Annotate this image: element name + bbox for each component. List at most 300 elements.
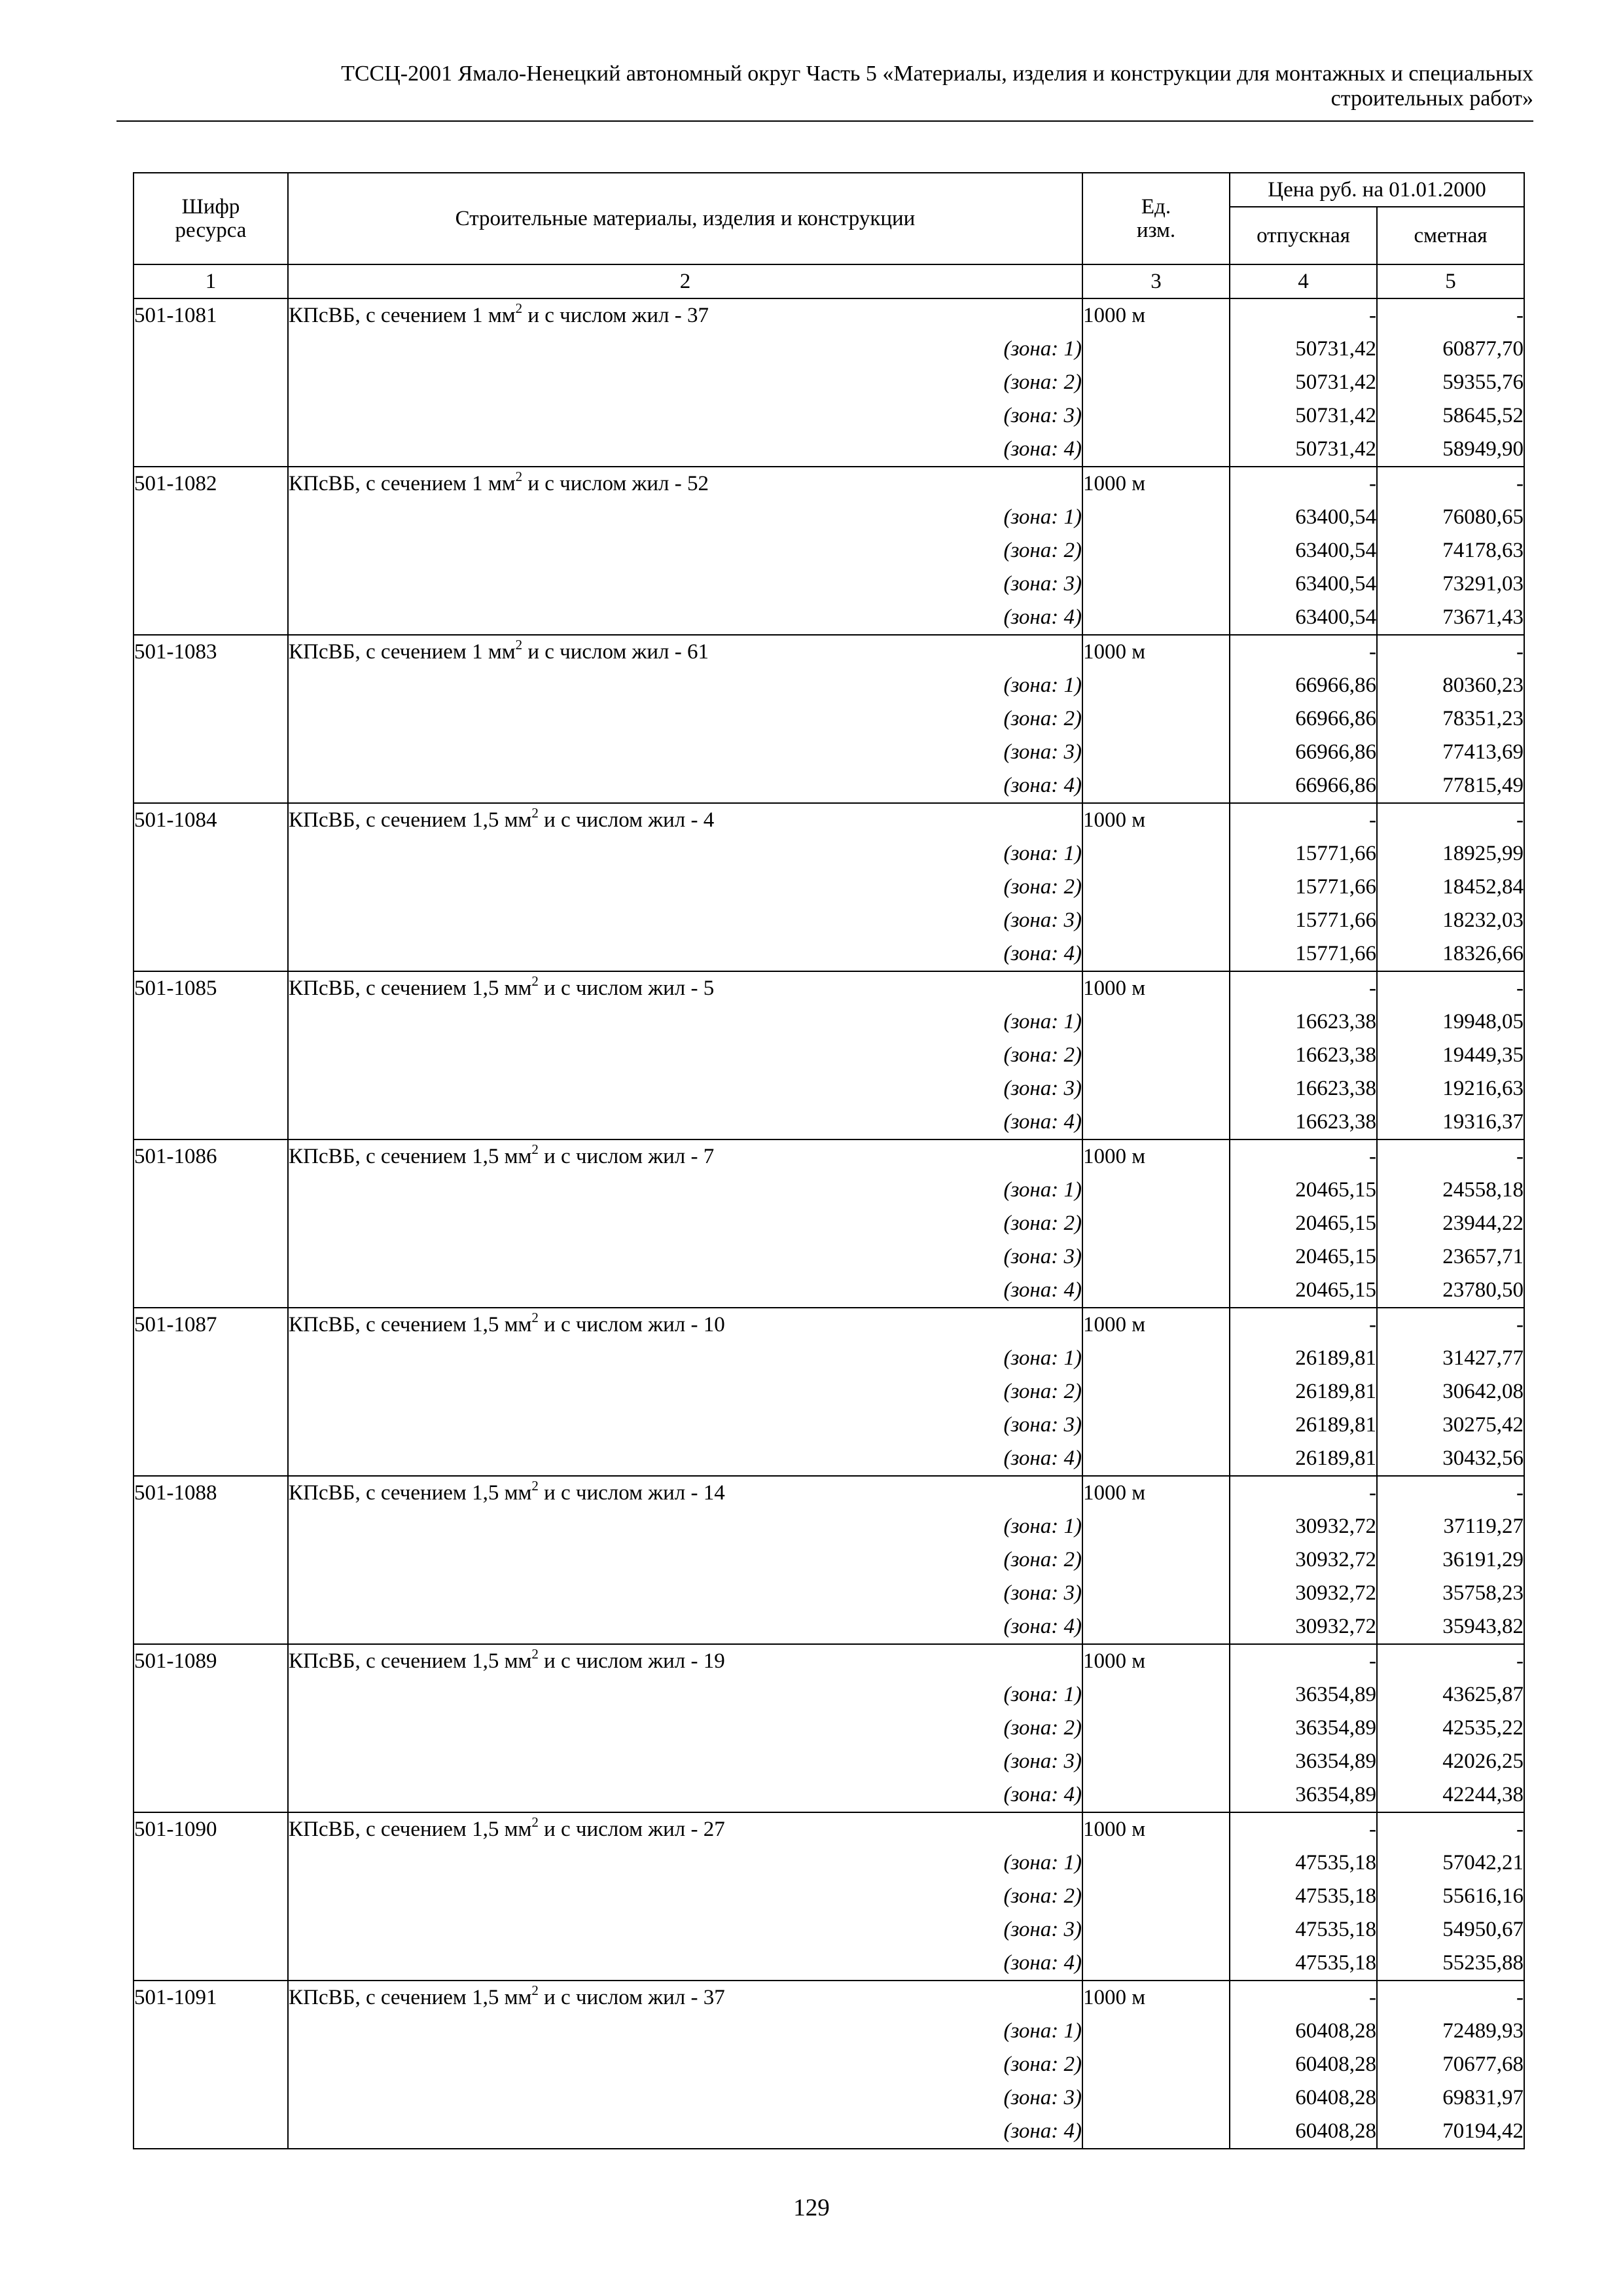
empty-cell <box>1082 1442 1230 1476</box>
material-name-part: КПсВБ, с сечением 1 мм <box>289 304 516 327</box>
release-price: 20465,15 <box>1230 1240 1377 1274</box>
empty-cell <box>1082 870 1230 904</box>
empty-cell <box>134 1778 288 1812</box>
empty-cell <box>134 1846 288 1880</box>
zone-row <box>134 366 1524 399</box>
empty-cell <box>134 1342 288 1375</box>
empty-cell <box>1082 904 1230 937</box>
zone-row <box>134 1543 1524 1577</box>
zone-label: (зона: 3) <box>288 1240 1082 1274</box>
release-price: 26189,81 <box>1230 1375 1377 1408</box>
material-name-part: и с числом жил - 5 <box>538 977 715 1000</box>
zone-row <box>134 399 1524 433</box>
zone-row <box>134 769 1524 803</box>
release-price: - <box>1230 803 1377 837</box>
header-code-line-1: Шифр <box>181 195 240 219</box>
zone-label: (зона: 4) <box>288 1442 1082 1476</box>
material-name-part: КПсВБ, с сечением 1,5 мм <box>289 977 532 1000</box>
zone-label: (зона: 2) <box>288 1207 1082 1240</box>
release-price: 50731,42 <box>1230 366 1377 399</box>
zone-row <box>134 1442 1524 1476</box>
empty-cell <box>1082 769 1230 803</box>
empty-cell <box>134 2048 288 2081</box>
measure-unit: 1000 м <box>1082 1308 1230 1342</box>
measure-unit: 1000 м <box>1082 1139 1230 1174</box>
estimate-price: 58645,52 <box>1377 399 1524 433</box>
zone-label: (зона: 2) <box>288 1712 1082 1745</box>
zone-row <box>134 1846 1524 1880</box>
empty-cell <box>134 1039 288 1072</box>
estimate-price: 77815,49 <box>1377 769 1524 803</box>
zone-label: (зона: 3) <box>288 1577 1082 1610</box>
estimate-price: - <box>1377 1981 1524 2015</box>
estimate-price: 74178,63 <box>1377 534 1524 567</box>
material-name <box>288 1812 1082 1846</box>
empty-cell <box>134 1274 288 1308</box>
zone-row <box>134 534 1524 567</box>
table-body <box>134 298 1524 2149</box>
release-price: 66966,86 <box>1230 702 1377 736</box>
estimate-price: - <box>1377 467 1524 501</box>
header-code <box>134 173 288 264</box>
estimate-price: 19316,37 <box>1377 1105 1524 1139</box>
empty-cell <box>134 501 288 534</box>
material-name <box>288 467 1082 501</box>
material-name-part: и с числом жил - 61 <box>522 640 709 664</box>
material-name-part: и с числом жил - 4 <box>538 808 715 832</box>
empty-cell <box>1082 1039 1230 1072</box>
zone-row <box>134 2115 1524 2149</box>
zone-row <box>134 1678 1524 1712</box>
estimate-price: 55235,88 <box>1377 1946 1524 1981</box>
estimate-price: 18232,03 <box>1377 904 1524 937</box>
material-name <box>288 635 1082 669</box>
header-unit-line-2: изм. <box>1136 219 1176 242</box>
header-line-1: ТССЦ-2001 Ямало-Ненецкий автономный округ Часть 5 «Материалы, изделия и конструкции для монтажных и специальных <box>341 62 1533 86</box>
header-estimate-price: сметная <box>1377 207 1524 264</box>
release-price: 16623,38 <box>1230 1072 1377 1105</box>
estimate-price: 72489,93 <box>1377 2015 1524 2048</box>
empty-cell <box>134 937 288 971</box>
empty-cell <box>1082 1375 1230 1408</box>
material-name-part: и с числом жил - 7 <box>538 1145 715 1168</box>
item-row <box>134 1139 1524 1174</box>
zone-label: (зона: 1) <box>288 837 1082 870</box>
release-price: 60408,28 <box>1230 2081 1377 2115</box>
measure-unit: 1000 м <box>1082 1476 1230 1510</box>
release-price: - <box>1230 1981 1377 2015</box>
release-price: - <box>1230 298 1377 332</box>
release-price: 66966,86 <box>1230 736 1377 769</box>
release-price: - <box>1230 1644 1377 1678</box>
zone-label: (зона: 4) <box>288 1105 1082 1139</box>
material-name-part: и с числом жил - 37 <box>522 304 709 327</box>
empty-cell <box>1082 366 1230 399</box>
estimate-price: 37119,27 <box>1377 1510 1524 1543</box>
empty-cell <box>134 1543 288 1577</box>
empty-cell <box>1082 1408 1230 1442</box>
empty-cell <box>134 1174 288 1207</box>
column-number: 2 <box>288 264 1082 298</box>
zone-row <box>134 1408 1524 1442</box>
release-price: 20465,15 <box>1230 1174 1377 1207</box>
resource-code: 501-1084 <box>134 803 288 837</box>
zone-row <box>134 1913 1524 1946</box>
empty-cell <box>1082 1072 1230 1105</box>
material-name <box>288 1644 1082 1678</box>
price-table <box>133 172 1525 2149</box>
release-price: 47535,18 <box>1230 1913 1377 1946</box>
empty-cell <box>134 433 288 467</box>
release-price: 30932,72 <box>1230 1610 1377 1644</box>
estimate-price: 31427,77 <box>1377 1342 1524 1375</box>
zone-label: (зона: 4) <box>288 601 1082 635</box>
material-name-part: и с числом жил - 37 <box>538 1986 725 2009</box>
release-price: 60408,28 <box>1230 2048 1377 2081</box>
empty-cell <box>1082 837 1230 870</box>
estimate-price: 18452,84 <box>1377 870 1524 904</box>
column-number: 3 <box>1082 264 1230 298</box>
release-price: 60408,28 <box>1230 2115 1377 2149</box>
empty-cell <box>134 904 288 937</box>
unit-superscript: 2 <box>515 300 523 316</box>
estimate-price: 30275,42 <box>1377 1408 1524 1442</box>
material-name <box>288 1476 1082 1510</box>
empty-cell <box>1082 567 1230 601</box>
release-price: 20465,15 <box>1230 1274 1377 1308</box>
release-price: - <box>1230 1139 1377 1174</box>
zone-row <box>134 904 1524 937</box>
estimate-price: 42535,22 <box>1377 1712 1524 1745</box>
resource-code: 501-1087 <box>134 1308 288 1342</box>
release-price: 66966,86 <box>1230 669 1377 702</box>
zone-label: (зона: 4) <box>288 1274 1082 1308</box>
empty-cell <box>134 567 288 601</box>
zone-row <box>134 1072 1524 1105</box>
zone-label: (зона: 3) <box>288 1408 1082 1442</box>
empty-cell <box>134 702 288 736</box>
column-number: 1 <box>134 264 288 298</box>
material-name <box>288 971 1082 1005</box>
zone-label: (зона: 4) <box>288 937 1082 971</box>
release-price: - <box>1230 1812 1377 1846</box>
empty-cell <box>1082 669 1230 702</box>
zone-row <box>134 1880 1524 1913</box>
zone-label: (зона: 1) <box>288 1342 1082 1375</box>
zone-label: (зона: 2) <box>288 702 1082 736</box>
release-price: 36354,89 <box>1230 1745 1377 1778</box>
empty-cell <box>1082 1577 1230 1610</box>
empty-cell <box>134 1880 288 1913</box>
page-number: 129 <box>793 2195 830 2221</box>
zone-label: (зона: 2) <box>288 1880 1082 1913</box>
material-name-part: и с числом жил - 52 <box>522 472 709 495</box>
resource-code: 501-1089 <box>134 1644 288 1678</box>
material-name-part: КПсВБ, с сечением 1,5 мм <box>289 1818 532 1841</box>
empty-cell <box>1082 1207 1230 1240</box>
zone-label: (зона: 2) <box>288 870 1082 904</box>
empty-cell <box>1082 2081 1230 2115</box>
unit-superscript: 2 <box>515 469 523 484</box>
zone-label: (зона: 2) <box>288 2048 1082 2081</box>
empty-cell <box>134 1240 288 1274</box>
zone-label: (зона: 1) <box>288 1510 1082 1543</box>
estimate-price: - <box>1377 971 1524 1005</box>
zone-label: (зона: 4) <box>288 1610 1082 1644</box>
empty-cell <box>1082 1240 1230 1274</box>
empty-cell <box>134 1005 288 1039</box>
empty-cell <box>1082 1712 1230 1745</box>
material-name-part: и с числом жил - 19 <box>538 1649 725 1673</box>
release-price: 47535,18 <box>1230 1946 1377 1981</box>
unit-superscript: 2 <box>531 1310 539 1325</box>
empty-cell <box>1082 534 1230 567</box>
zone-row <box>134 567 1524 601</box>
zone-label: (зона: 1) <box>288 2015 1082 2048</box>
empty-cell <box>134 1510 288 1543</box>
measure-unit: 1000 м <box>1082 467 1230 501</box>
estimate-price: 55616,16 <box>1377 1880 1524 1913</box>
estimate-price: 23780,50 <box>1377 1274 1524 1308</box>
release-price: 47535,18 <box>1230 1880 1377 1913</box>
material-name-part: КПсВБ, с сечением 1,5 мм <box>289 1986 532 2009</box>
zone-row <box>134 870 1524 904</box>
material-name <box>288 803 1082 837</box>
estimate-price: 58949,90 <box>1377 433 1524 467</box>
release-price: 26189,81 <box>1230 1342 1377 1375</box>
empty-cell <box>1082 2115 1230 2149</box>
estimate-price: 19449,35 <box>1377 1039 1524 1072</box>
resource-code: 501-1090 <box>134 1812 288 1846</box>
zone-row <box>134 1610 1524 1644</box>
resource-code: 501-1086 <box>134 1139 288 1174</box>
release-price: 66966,86 <box>1230 769 1377 803</box>
release-price: 30932,72 <box>1230 1510 1377 1543</box>
estimate-price: 73291,03 <box>1377 567 1524 601</box>
header-release-price: отпускная <box>1230 207 1377 264</box>
unit-superscript: 2 <box>531 1646 539 1662</box>
zone-label: (зона: 2) <box>288 1375 1082 1408</box>
zone-label: (зона: 3) <box>288 567 1082 601</box>
empty-cell <box>1082 1846 1230 1880</box>
zone-row <box>134 1745 1524 1778</box>
zone-row <box>134 1039 1524 1072</box>
estimate-price: 42244,38 <box>1377 1778 1524 1812</box>
release-price: 15771,66 <box>1230 837 1377 870</box>
estimate-price: 60877,70 <box>1377 332 1524 366</box>
empty-cell <box>134 1712 288 1745</box>
unit-superscript: 2 <box>531 1478 539 1494</box>
zone-row <box>134 702 1524 736</box>
empty-cell <box>1082 736 1230 769</box>
material-name-part: КПсВБ, с сечением 1,5 мм <box>289 1145 532 1168</box>
measure-unit: 1000 м <box>1082 298 1230 332</box>
empty-cell <box>134 669 288 702</box>
zone-row <box>134 736 1524 769</box>
release-price: 15771,66 <box>1230 937 1377 971</box>
empty-cell <box>1082 1510 1230 1543</box>
empty-cell <box>1082 2048 1230 2081</box>
release-price: 36354,89 <box>1230 1678 1377 1712</box>
zone-label: (зона: 4) <box>288 2115 1082 2149</box>
empty-cell <box>134 2015 288 2048</box>
header-line-2: строительных работ» <box>1330 86 1533 111</box>
empty-cell <box>134 1913 288 1946</box>
zone-row <box>134 501 1524 534</box>
empty-cell <box>134 1745 288 1778</box>
column-number: 4 <box>1230 264 1377 298</box>
header-unit <box>1082 173 1230 264</box>
zone-row <box>134 2081 1524 2115</box>
estimate-price: 19216,63 <box>1377 1072 1524 1105</box>
estimate-price: - <box>1377 803 1524 837</box>
header-rule <box>116 120 1533 122</box>
zone-label: (зона: 2) <box>288 366 1082 399</box>
empty-cell <box>134 399 288 433</box>
zone-row <box>134 937 1524 971</box>
unit-superscript: 2 <box>531 1982 539 1998</box>
release-price: 47535,18 <box>1230 1846 1377 1880</box>
release-price: 63400,54 <box>1230 501 1377 534</box>
zone-row <box>134 1105 1524 1139</box>
release-price: - <box>1230 1476 1377 1510</box>
empty-cell <box>1082 1946 1230 1981</box>
material-name <box>288 298 1082 332</box>
empty-cell <box>1082 1913 1230 1946</box>
empty-cell <box>1082 1610 1230 1644</box>
empty-cell <box>1082 1543 1230 1577</box>
header-name: Строительные материалы, изделия и конструкции <box>288 173 1082 264</box>
empty-cell <box>134 1105 288 1139</box>
empty-cell <box>134 366 288 399</box>
zone-label: (зона: 3) <box>288 904 1082 937</box>
release-price: 26189,81 <box>1230 1408 1377 1442</box>
item-row <box>134 1644 1524 1678</box>
zone-label: (зона: 1) <box>288 332 1082 366</box>
column-number: 5 <box>1377 264 1524 298</box>
estimate-price: 43625,87 <box>1377 1678 1524 1712</box>
estimate-price: 76080,65 <box>1377 501 1524 534</box>
item-row <box>134 298 1524 332</box>
material-name-part: и с числом жил - 10 <box>538 1313 725 1336</box>
empty-cell <box>134 1375 288 1408</box>
zone-label: (зона: 1) <box>288 669 1082 702</box>
unit-superscript: 2 <box>531 1141 539 1157</box>
item-row <box>134 1981 1524 2015</box>
item-row <box>134 1476 1524 1510</box>
zone-row <box>134 1778 1524 1812</box>
release-price: 36354,89 <box>1230 1778 1377 1812</box>
resource-code: 501-1091 <box>134 1981 288 2015</box>
empty-cell <box>134 1207 288 1240</box>
empty-cell <box>1082 1342 1230 1375</box>
item-row <box>134 803 1524 837</box>
zone-label: (зона: 3) <box>288 736 1082 769</box>
empty-cell <box>134 332 288 366</box>
empty-cell <box>134 736 288 769</box>
header-code-line-2: ресурса <box>175 219 247 242</box>
zone-label: (зона: 4) <box>288 433 1082 467</box>
estimate-price: 70194,42 <box>1377 2115 1524 2149</box>
release-price: 20465,15 <box>1230 1207 1377 1240</box>
empty-cell <box>134 2115 288 2149</box>
material-name-part: и с числом жил - 14 <box>538 1481 725 1505</box>
release-price: 63400,54 <box>1230 567 1377 601</box>
empty-cell <box>134 2081 288 2115</box>
estimate-price: 30432,56 <box>1377 1442 1524 1476</box>
estimate-price: 78351,23 <box>1377 702 1524 736</box>
estimate-price: 30642,08 <box>1377 1375 1524 1408</box>
material-name-part: КПсВБ, с сечением 1,5 мм <box>289 1649 532 1673</box>
estimate-price: 57042,21 <box>1377 1846 1524 1880</box>
measure-unit: 1000 м <box>1082 1981 1230 2015</box>
empty-cell <box>1082 1274 1230 1308</box>
material-name <box>288 1981 1082 2015</box>
empty-cell <box>1082 1105 1230 1139</box>
estimate-price: - <box>1377 1476 1524 1510</box>
estimate-price: 54950,67 <box>1377 1913 1524 1946</box>
empty-cell <box>134 1946 288 1981</box>
estimate-price: - <box>1377 1644 1524 1678</box>
estimate-price: 23657,71 <box>1377 1240 1524 1274</box>
zone-row <box>134 1174 1524 1207</box>
release-price: 63400,54 <box>1230 601 1377 635</box>
empty-cell <box>1082 1005 1230 1039</box>
zone-label: (зона: 3) <box>288 1745 1082 1778</box>
estimate-price: - <box>1377 1308 1524 1342</box>
release-price: - <box>1230 971 1377 1005</box>
release-price: 16623,38 <box>1230 1105 1377 1139</box>
zone-label: (зона: 1) <box>288 1174 1082 1207</box>
zone-row <box>134 1375 1524 1408</box>
measure-unit: 1000 м <box>1082 635 1230 669</box>
resource-code: 501-1083 <box>134 635 288 669</box>
release-price: 16623,38 <box>1230 1005 1377 1039</box>
unit-superscript: 2 <box>515 637 523 653</box>
estimate-price: - <box>1377 635 1524 669</box>
estimate-price: - <box>1377 298 1524 332</box>
empty-cell <box>1082 332 1230 366</box>
empty-cell <box>134 1678 288 1712</box>
zone-label: (зона: 3) <box>288 2081 1082 2115</box>
zone-row <box>134 1207 1524 1240</box>
material-name-part: КПсВБ, с сечением 1,5 мм <box>289 808 532 832</box>
empty-cell <box>134 870 288 904</box>
zone-label: (зона: 1) <box>288 501 1082 534</box>
release-price: 50731,42 <box>1230 332 1377 366</box>
item-row <box>134 971 1524 1005</box>
empty-cell <box>1082 702 1230 736</box>
empty-cell <box>1082 433 1230 467</box>
estimate-price: 69831,97 <box>1377 2081 1524 2115</box>
release-price: 50731,42 <box>1230 399 1377 433</box>
material-name-part: КПсВБ, с сечением 1,5 мм <box>289 1481 532 1505</box>
zone-label: (зона: 4) <box>288 1778 1082 1812</box>
zone-row <box>134 2048 1524 2081</box>
release-price: 36354,89 <box>1230 1712 1377 1745</box>
zone-label: (зона: 2) <box>288 1543 1082 1577</box>
estimate-price: 59355,76 <box>1377 366 1524 399</box>
estimate-price: - <box>1377 1139 1524 1174</box>
zone-row <box>134 1274 1524 1308</box>
empty-cell <box>1082 1745 1230 1778</box>
release-price: 30932,72 <box>1230 1543 1377 1577</box>
empty-cell <box>1082 1880 1230 1913</box>
header-price-group: Цена руб. на 01.01.2000 <box>1230 173 1524 207</box>
unit-superscript: 2 <box>531 805 539 821</box>
zone-row <box>134 1240 1524 1274</box>
measure-unit: 1000 м <box>1082 971 1230 1005</box>
